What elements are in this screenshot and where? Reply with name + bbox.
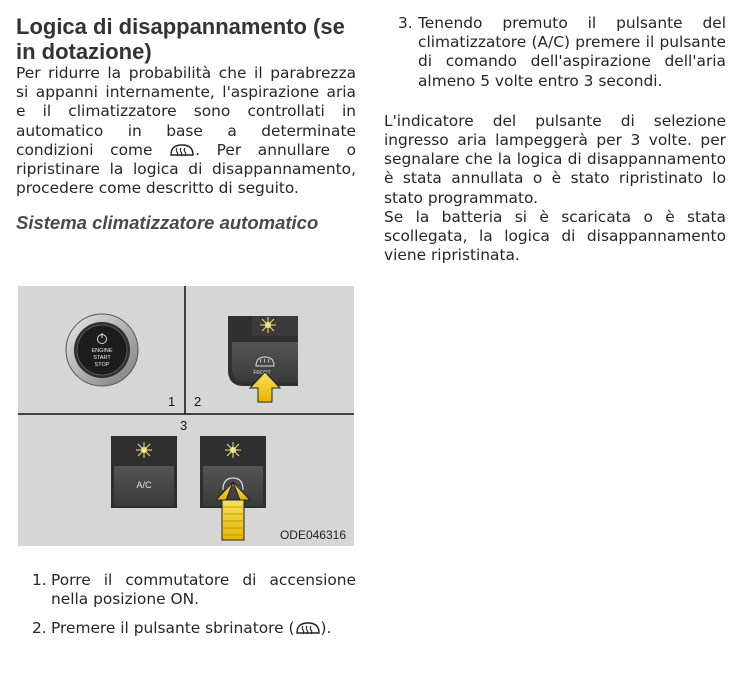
defrost-button-panel bbox=[228, 316, 298, 402]
step-text: Porre il commutatore di accensione nella posizione ON. bbox=[51, 571, 356, 609]
engine-label-start: START bbox=[93, 355, 111, 361]
engine-label-engine: ENGINE bbox=[91, 348, 113, 354]
figure-label-1: 1 bbox=[168, 394, 176, 409]
ac-label: A/C bbox=[136, 480, 152, 490]
step-text: Tenendo premuto il pulsante del climatizzatore (A/C) premere il pulsante di comando dell'aspirazione dell'aria almeno 5 volte entro 3 secondi. bbox=[418, 14, 726, 90]
step-text-end: ). bbox=[320, 619, 332, 638]
step-number: 3. bbox=[398, 14, 413, 32]
climate-control-figure bbox=[18, 286, 354, 546]
engine-start-stop-button bbox=[66, 314, 138, 386]
list-item bbox=[32, 619, 356, 638]
indicator-light-2 bbox=[136, 442, 152, 458]
figure-label-3: 3 bbox=[180, 418, 188, 433]
figure-illustration bbox=[18, 286, 354, 546]
intro-text-end: . Per annullare o ripristinare la logica di disappannamento, procedere come descritto di seguito. bbox=[16, 140, 356, 198]
intro-text-start: Per ridurre la probabilità che il parabrezza si appanni internamente, l'aspirazione aria e il climatizzatore sono controllati in automatico in base a determinate condizioni come bbox=[16, 64, 356, 159]
list-item bbox=[32, 571, 356, 609]
ac-button bbox=[111, 436, 177, 508]
intro-paragraph bbox=[16, 64, 356, 198]
indicator-light-3 bbox=[225, 442, 241, 458]
engine-label-stop: STOP bbox=[94, 362, 110, 368]
figure-code: ODE046316 bbox=[279, 528, 346, 542]
note-paragraph: Se la batteria si è scaricata o è stata scollegata, la logica di disappannamento viene ripristinata. bbox=[384, 207, 726, 265]
step-number: 2. bbox=[32, 619, 47, 638]
left-column bbox=[16, 14, 356, 234]
right-column bbox=[384, 14, 726, 265]
step-text-start: Premere il pulsante sbrinatore ( bbox=[51, 619, 295, 638]
figure-label-2: 2 bbox=[194, 394, 202, 409]
front-defrost-icon bbox=[295, 620, 321, 636]
front-label: FRONT bbox=[253, 370, 271, 376]
subsection-title: Sistema climatizzatore automatico bbox=[16, 212, 319, 234]
step-number: 1. bbox=[32, 571, 47, 589]
list-item bbox=[384, 14, 726, 91]
steps-list-left bbox=[32, 571, 356, 649]
front-defrost-icon bbox=[169, 142, 195, 158]
indicator-light-1 bbox=[260, 317, 276, 333]
air-intake-button bbox=[200, 436, 266, 540]
note-paragraph: L'indicatore del pulsante di selezione ingresso aria lampeggerà per 3 volte. per segnalare che la logica di disappannamento è stata annullata o è stato ripristinato lo stato programmato. bbox=[384, 111, 726, 207]
section-title: Logica di disappannamento (se in dotazione) bbox=[16, 14, 345, 64]
step-text bbox=[51, 619, 356, 638]
